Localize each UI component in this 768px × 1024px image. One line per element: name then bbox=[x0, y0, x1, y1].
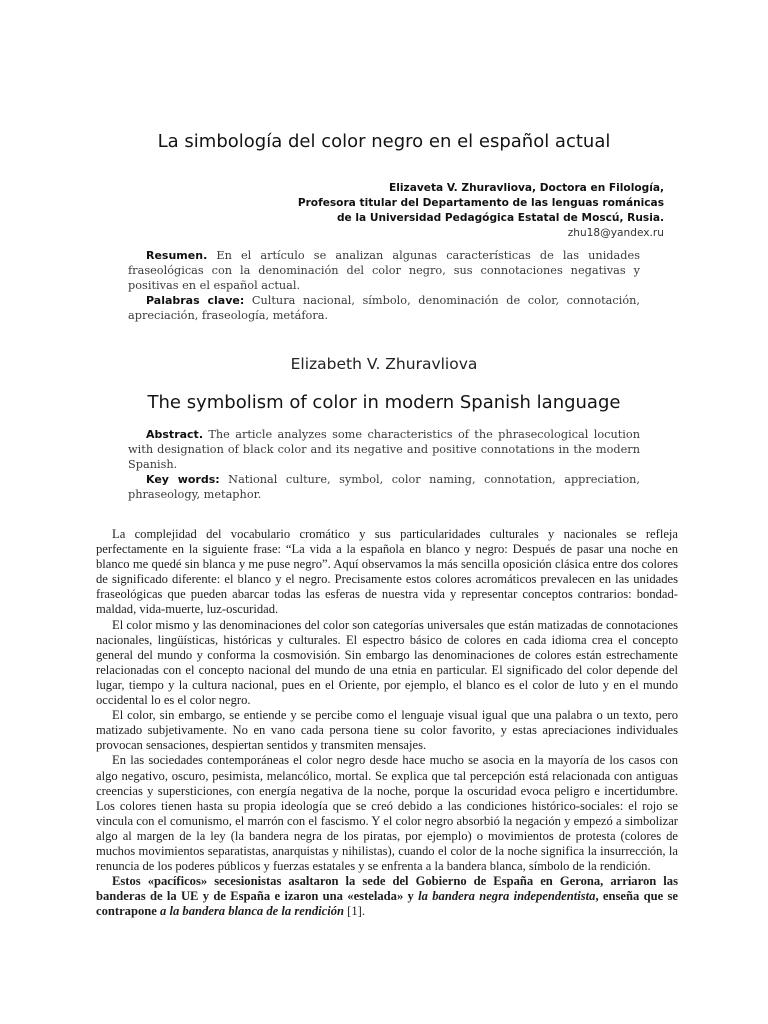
author-info bbox=[244, 181, 664, 241]
keywords-paragraph bbox=[128, 472, 640, 502]
body-paragraph-2: El color mismo y las denominaciones del color son categorías universales que están matizadas de connotaciones nacionales, lingüísticas, históricas y culturales. El espectro básico de colores en cada idioma crea el concepto general del mundo y conforma la cosmovisión. Sin embargo las denominaciones de colores están estrechamente relacionadas con el concepto nacional del mundo de una etnia en particular. El significado del color depende del lugar, tiempo y la cultura nacional, pues en el Oriente, por ejemplo, el blanco es el color de luto y en el mundo occidental lo es el color negro. bbox=[96, 617, 678, 708]
abstract-paragraph bbox=[128, 248, 640, 293]
keywords-label: Palabras clave: bbox=[146, 294, 245, 307]
citation-ref: [1]. bbox=[344, 904, 366, 919]
author-affiliation: de la Universidad Pedagógica Estatal de Moscú, Rusia. bbox=[336, 212, 664, 224]
abstract-text: The article analyzes some characteristics of the phrasecological locution with designation of black color and its negative and positive connotations in the modern Spanish. bbox=[128, 428, 640, 471]
keywords-text: Cultura nacional, símbolo, denominación de color, connotación, apreciación, fraseología, metáfora. bbox=[128, 294, 640, 322]
author-email[interactable]: zhu18@yandex.ru bbox=[567, 227, 664, 239]
abstract-label: Abstract. bbox=[146, 428, 203, 441]
body-paragraph-3: El color, sin embargo, se entiende y se percibe como el lenguaje visual igual que una palabra o un texto, pero matizado subjetivamente. No en vano cada persona tiene su color favorito, y estas apreciaciones individuales provocan sensaciones, despiertan sentidos y transmiten mensajes. bbox=[96, 708, 678, 753]
abstract-spanish bbox=[128, 248, 640, 323]
title-english: The symbolism of color in modern Spanish language bbox=[147, 392, 621, 413]
abstract-label: Resumen. bbox=[146, 249, 208, 262]
body-paragraph-1: La complejidad del vocabulario cromático y sus particularidades culturales y nacionales se refleja perfectamente en la siguiente frase: “La vida a la española en blanco y negro: Después de pasar una noche en blanco me quedé sin blanca y me puse negro”. Aquí observamos la más sencilla oposición clásica entre dos colores de significado diferente: el blanco y el negro. Precisamente estos colores acromáticos prevalecen en las unidades fraseológicas que pueden abarcar todas las esferas de nuestra vida y representar conceptos contrarios: bondad-maldad, vida-muerte, luz-oscuridad. bbox=[96, 527, 678, 617]
abstract-paragraph bbox=[128, 427, 640, 472]
author-degree: Doctora en Filología, bbox=[536, 182, 664, 194]
keywords-paragraph bbox=[128, 293, 640, 323]
quote-part-3: , enseña que se contrapone bbox=[96, 889, 678, 919]
author-name: Elizaveta V. Zhuravliova, bbox=[389, 182, 537, 194]
abstract-english bbox=[128, 427, 640, 502]
abstract-text: En el artículo se analizan algunas características de las unidades fraseológicas con la denominación del color negro, sus connotaciones negativas y positivas en el español actual. bbox=[128, 249, 640, 292]
quote-part-2: la bandera negra independentista bbox=[418, 889, 596, 904]
body-paragraph-5 bbox=[96, 874, 678, 919]
quote-part-1: Estos «pacíficos» secesionistas asaltaron la sede del Gobierno de España en Gerona, arriaron las banderas de la UE y de España e izaron una «estelada» y bbox=[96, 874, 678, 904]
author-english: Elizabeth V. Zhuravliova bbox=[290, 355, 478, 373]
author-position: Profesora titular del Departamento de las lenguas románicas bbox=[297, 197, 664, 209]
keywords-text: National culture, symbol, color naming, connotation, appreciation, phraseology, metaphor. bbox=[128, 473, 640, 501]
author-line-1 bbox=[244, 181, 664, 196]
title-spanish: La simbología del color negro en el español actual bbox=[157, 131, 611, 152]
article-body bbox=[96, 527, 678, 919]
quote-part-4: a la bandera blanca de la rendición bbox=[160, 904, 345, 919]
body-paragraph-4: En las sociedades contemporáneas el color negro desde hace mucho se asocia en la mayoría de los casos con algo negativo, oscuro, pesimista, melancólico, mortal. Se explica que tal percepción está relacionada con antiguas creencias y supersticiones, con energía negativa de la noche, porque la oscuridad evoca peligro e incertidumbre. Los colores tienen hasta su propia ideología que se creó debido a las condiciones histórico-sociales: el rojo se vincula con el comunismo, el marrón con el fascismo. Y el color negro absorbió la negación y empezó a simbolizar algo al margen de la ley (la bandera negra de los piratas, por ejemplo) o movimientos de protesta (colores de muchos movimientos separatistas, anarquistas y nihilistas), cuando el color de la noche significa la insurrección, la renuncia de los poderes públicos y fuerzas estatales y se enfrenta a la bandera blanca, símbolo de la rendición. bbox=[96, 753, 678, 874]
keywords-label: Key words: bbox=[146, 473, 220, 486]
